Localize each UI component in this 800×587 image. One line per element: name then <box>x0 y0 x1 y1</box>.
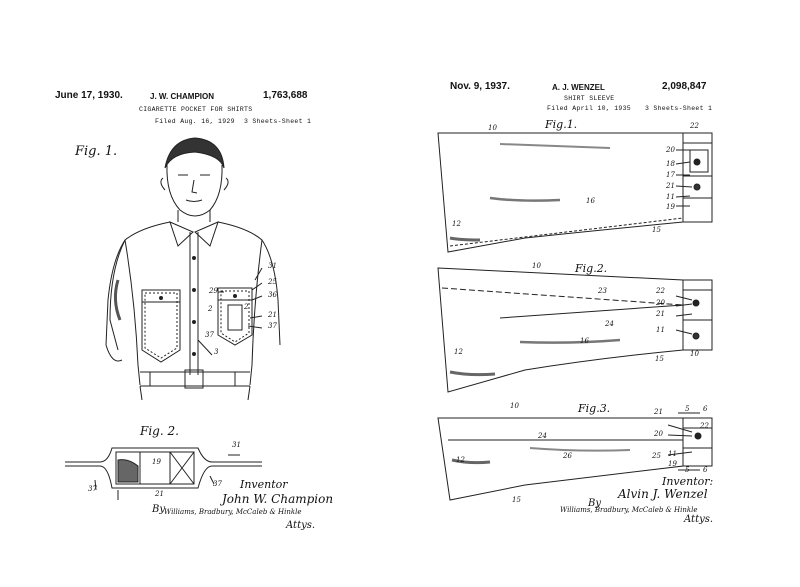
fig1-label: Fig. 1. <box>75 144 118 159</box>
left-patent-filed: Filed Aug. 16, 1929 <box>155 118 235 125</box>
right-inventor-label: Inventor: <box>662 475 714 488</box>
left-attorneys: Williams, Bradbury, McCaleb & Hinkle <box>164 508 302 516</box>
left-by: By <box>152 504 165 515</box>
s3-ref-24: 24 <box>538 432 547 440</box>
fig2-ref-19: 19 <box>152 458 161 466</box>
s3-ref-26: 26 <box>563 452 572 460</box>
left-inventor-label: Inventor <box>240 478 288 491</box>
ref-37b: 37 <box>205 331 214 339</box>
ref-3: 3 <box>214 348 219 356</box>
ref-31: 31 <box>268 262 277 270</box>
s3-ref-15: 15 <box>512 496 521 504</box>
ref-29: 29 <box>209 287 218 295</box>
left-patent-date: June 17, 1930. <box>55 90 123 101</box>
fig2-ref-37b: 37 <box>213 480 222 488</box>
s2-ref-12: 12 <box>454 348 463 356</box>
left-patent-title: CIGARETTE POCKET FOR SHIRTS <box>139 106 253 113</box>
right-patent-inventor-header: A. J. WENZEL <box>552 83 605 92</box>
s2-ref-10b: 10 <box>690 350 699 358</box>
s1-ref-16: 16 <box>586 197 595 205</box>
fig2-ref-37a: 37 <box>88 485 97 493</box>
right-patent-sheet <box>400 0 800 587</box>
s3-ref-25: 25 <box>652 452 661 460</box>
left-inventor-signature: John W. Champion <box>222 492 334 506</box>
s3-ref-11: 11 <box>668 450 677 458</box>
s1-ref-19: 19 <box>666 203 675 211</box>
s3-ref-20: 20 <box>654 430 663 438</box>
s2-ref-23: 23 <box>598 287 607 295</box>
fig2-ref-21: 21 <box>155 490 164 498</box>
s3-ref-21: 21 <box>654 408 663 416</box>
ref-2a: 2 <box>244 303 249 311</box>
left-patent-inventor-header: J. W. CHAMPION <box>150 92 215 101</box>
s1-ref-15: 15 <box>652 226 661 234</box>
s3-ref-5b: 5 <box>685 466 690 474</box>
right-attorneys: Williams, Bradbury, McCaleb & Hinkle <box>560 506 698 514</box>
sleeve-fig2-label: Fig.2. <box>575 262 608 275</box>
s2-ref-16: 16 <box>580 337 589 345</box>
s1-ref-20: 20 <box>666 146 675 154</box>
fig2-label: Fig. 2. <box>140 424 179 438</box>
s1-ref-17: 17 <box>666 171 675 179</box>
right-patent-date: Nov. 9, 1937. <box>450 81 510 92</box>
s1-ref-12: 12 <box>452 220 461 228</box>
s1-ref-22: 22 <box>690 122 699 130</box>
s3-ref-19: 19 <box>668 460 677 468</box>
s2-ref-15: 15 <box>655 355 664 363</box>
s3-ref-6b: 6 <box>703 466 708 474</box>
right-patent-sheet-number: 3 Sheets-Sheet 1 <box>645 105 713 112</box>
s2-ref-22: 22 <box>656 287 665 295</box>
ref-37: 37 <box>268 322 277 330</box>
left-patent-number: 1,763,688 <box>263 90 308 101</box>
s2-ref-20: 20 <box>656 299 665 307</box>
left-patent-sheet-number: 3 Sheets-Sheet 1 <box>244 118 312 125</box>
right-inventor-signature: Alvin J. Wenzel <box>618 487 708 501</box>
ref-36: 36 <box>268 291 277 299</box>
s1-ref-21: 21 <box>666 182 675 190</box>
right-patent-title: SHIRT SLEEVE <box>564 95 615 102</box>
s3-ref-6a: 6 <box>703 405 708 413</box>
s2-ref-11: 11 <box>656 326 665 334</box>
s1-ref-18: 18 <box>666 160 675 168</box>
left-attys: Attys. <box>286 520 316 531</box>
right-by: By <box>588 498 601 509</box>
s1-ref-10: 10 <box>488 124 497 132</box>
s2-ref-10: 10 <box>532 262 541 270</box>
sleeve-fig3-label: Fig.3. <box>578 402 611 415</box>
s3-ref-12: 12 <box>456 456 465 464</box>
s2-ref-21: 21 <box>656 310 665 318</box>
s3-ref-22: 22 <box>700 422 709 430</box>
right-patent-number: 2,098,847 <box>662 81 707 92</box>
ref-21: 21 <box>268 311 277 319</box>
s3-ref-5a: 5 <box>685 405 690 413</box>
ref-25: 25 <box>268 278 277 286</box>
s1-ref-11: 11 <box>666 193 675 201</box>
right-attys: Attys. <box>684 514 714 525</box>
right-patent-filed: Filed April 10, 1935 <box>547 105 632 112</box>
s2-ref-24: 24 <box>605 320 614 328</box>
fig2-ref-31: 31 <box>232 441 241 449</box>
sleeve-fig1-label: Fig.1. <box>545 118 578 131</box>
s3-ref-10: 10 <box>510 402 519 410</box>
ref-2b: 2 <box>208 305 213 313</box>
